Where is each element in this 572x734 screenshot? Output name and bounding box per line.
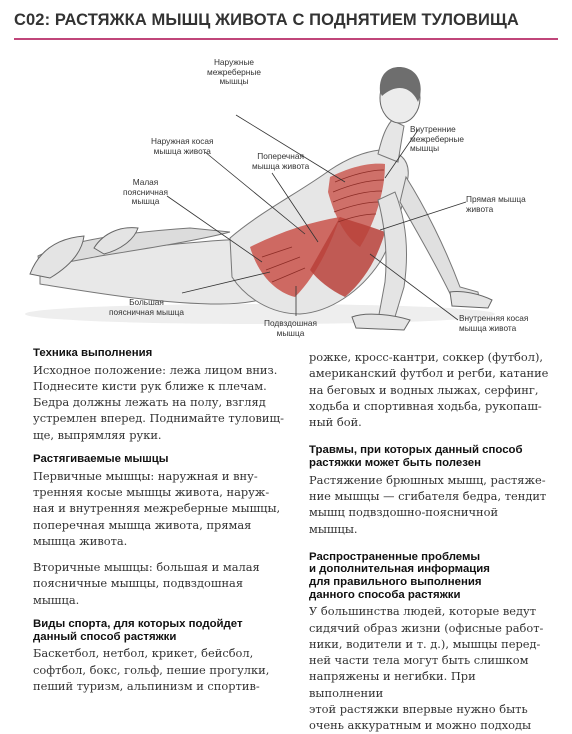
technique-heading: Техника выполнения xyxy=(33,347,153,359)
page-title: C02: РАСТЯЖКА МЫШЦ ЖИВОТА С ПОДНЯТИЕМ ТУЛОВИЩА xyxy=(14,11,519,29)
label-inner-intercostal: Внутренние межреберные мышцы xyxy=(410,124,464,153)
label-transverse: Поперечная мышца живота xyxy=(252,151,310,171)
floor-shadow xyxy=(25,304,495,324)
label-outer-oblique: Наружная косая мышца живота xyxy=(151,136,214,156)
label-psoas-major: Большая поясничная мышца xyxy=(109,297,184,317)
label-psoas-minor: Малая поясничная мышца xyxy=(123,177,168,206)
problems-text: У большинства людей, которые ведут сидячий образ жизни (офисные работ- ники, водители и т. д.), мышцы перед- ней части тела могут быть слишком напряжены и негибки. При выполнении этой растяжки впервые нужно быть очень аккуратным и можно подходы xyxy=(309,604,544,733)
label-iliacus: Подвздошная мышца xyxy=(264,318,317,338)
sports-text: Баскетбол, нетбол, крикет, бейсбол, софтбол, бокс, гольф, пешие прогулки, пеший туризм, альпинизм и спортив- xyxy=(33,646,270,693)
label-outer-intercostal: Наружные межреберные мышцы xyxy=(207,57,261,86)
problems-heading: Распространенные проблемы и дополнительная информация для правильного выполнения данного способа растяжки xyxy=(309,550,490,601)
figure-svg xyxy=(0,42,572,342)
sports-heading: Виды спорта, для которых подойдет данный способ растяжки xyxy=(33,618,243,643)
stretched-secondary-text: Вторичные мышцы: большая и малая поясничные мышцы, подвздошная мышца. xyxy=(33,560,260,607)
title-rule xyxy=(14,38,558,40)
injuries-text: Растяжение брюшных мышц, растяже- ние мышцы — сгибателя бедра, тендит мышц подвздошно-поясничной мышцы. xyxy=(309,472,547,536)
right-hand xyxy=(450,291,492,308)
anatomy-illustration xyxy=(0,42,572,342)
injuries-heading: Травмы, при которых данный способ растяжки может быть полезен xyxy=(309,444,523,470)
stretched-heading: Растягиваемые мышцы xyxy=(33,453,169,466)
label-inner-oblique: Внутренняя косая мышца живота xyxy=(459,313,529,333)
sports-text-continued: рожке, кросс-кантри, соккер (футбол), американский футбол и регби, катание на беговых и водных лыжах, серфинг, ходьба и спортивная ходьба, рукопаш- ный бой. xyxy=(309,350,549,430)
left-column xyxy=(33,347,285,694)
technique-text: Исходное положение: лежа лицом вниз. Поднесите кисти рук ближе к плечам. Бедра должны лежать на полу, взгляд устремлен вперед. Поднимайте туловищ- ще, выпрямляя руки. xyxy=(33,362,284,442)
stretched-primary-text: Первичные мышцы: наружная и вну- тренняя косые мышцы живота, наруж- ная и внутренняя межреберные мышцы, поперечная мышца живота, прямая мышца живота. xyxy=(33,468,281,548)
right-column xyxy=(309,349,549,734)
label-rectus: Прямая мышца живота xyxy=(466,194,526,214)
